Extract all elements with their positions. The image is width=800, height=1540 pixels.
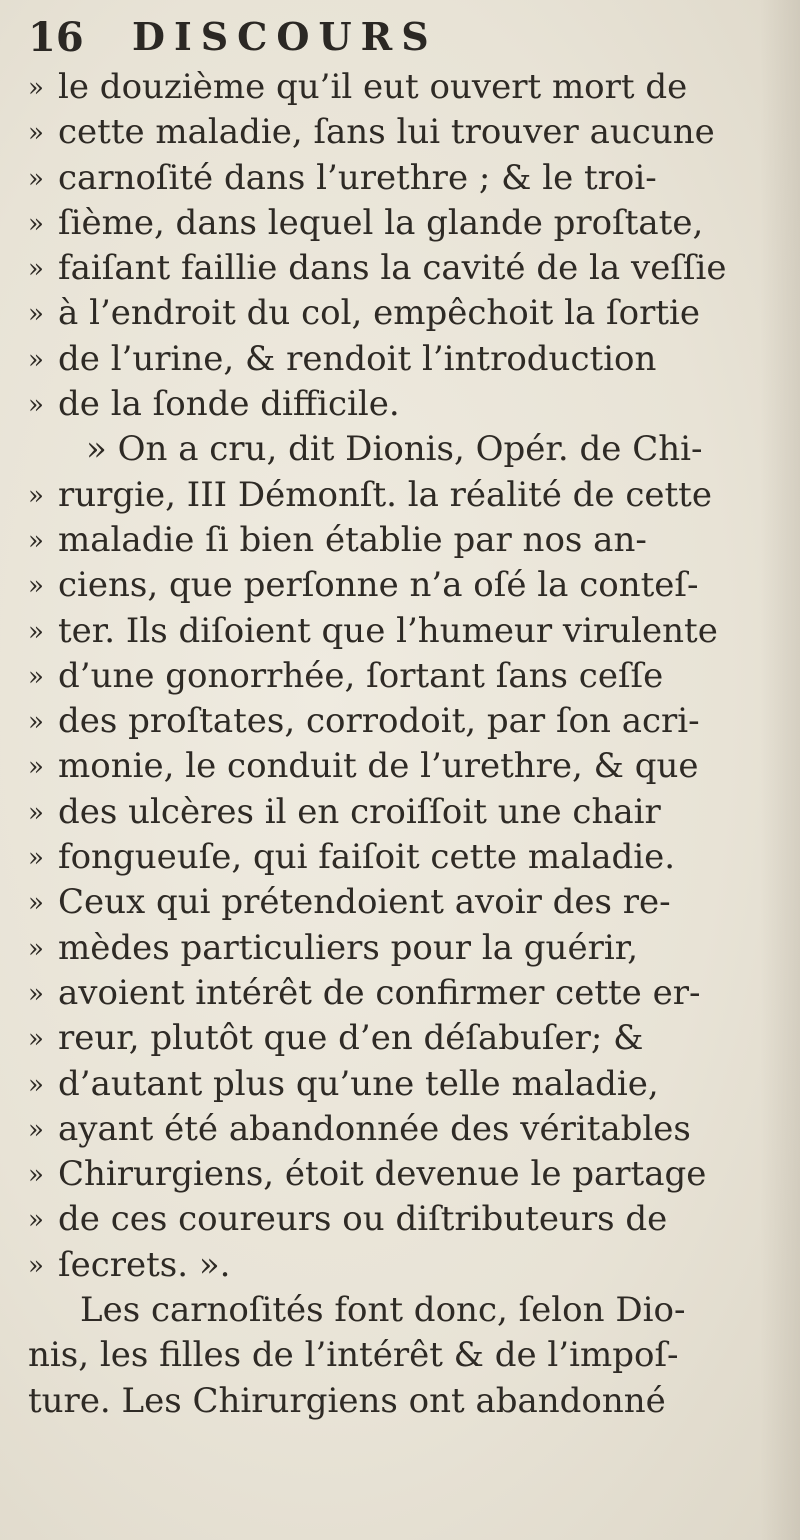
quote-mark: » [28,1114,44,1145]
line-text: ayant été abandonnée des véritables [58,1108,691,1149]
text-line [28,609,788,654]
text-line [28,201,788,246]
text-line [28,654,788,699]
text-line [28,835,788,880]
text-line [28,1016,788,1061]
text-line [28,110,788,155]
text-line [28,382,788,427]
text-line [28,156,788,201]
line-text: fongueuſe, qui faiſoit cette maladie. [58,837,676,878]
quote-mark: » [28,1024,44,1055]
quote-mark: » [28,163,44,194]
line-text: reur, plutôt que d’en déſabuſer; & [58,1018,644,1059]
line-text: de l’urine, & rendoit l’introduction [58,338,657,379]
text-line [28,1062,788,1107]
text-line [28,744,788,789]
line-text: mèdes particuliers pour la guérir, [58,927,639,968]
text-line [28,971,788,1016]
text-line [28,563,788,608]
quote-mark: » [28,1250,44,1281]
text-line [28,518,788,563]
line-text: Ceux qui prétendoient avoir des re- [58,882,671,923]
quote-mark: » [28,480,44,511]
text-line [28,1288,788,1333]
page-header [28,8,768,68]
quote-mark: » [28,1069,44,1100]
line-text: le douzième qu’il eut ouvert mort de [58,67,688,107]
line-text: » On a cru, dit Dionis, Opér. de Chi- [86,429,703,470]
quote-mark: » [28,1160,44,1191]
text-line [28,1333,788,1378]
line-text: rurgie, III Démonſt. la réalité de cette [58,474,712,515]
quote-mark: » [28,390,44,421]
line-text: des proſtates, corrodoit, par ſon acri- [58,701,700,742]
quote-mark: » [28,344,44,375]
text-line [28,926,788,971]
text-line [28,1379,788,1424]
quote-mark: » [28,797,44,828]
text-line [28,1107,788,1152]
text-line [28,427,788,472]
text-line [28,1243,788,1288]
text-line [28,1197,788,1242]
text-line [28,880,788,925]
quote-mark: » [28,299,44,330]
line-text: avoient intérêt de confirmer cette er- [58,972,701,1013]
page-number: 16 [28,14,84,61]
quote-mark: » [28,933,44,964]
line-text: Les carnoſités font donc, ſelon Dio- [80,1290,686,1331]
quote-mark: » [28,254,44,285]
text-line [28,246,788,291]
line-text: Chirurgiens, étoit devenue le partage [58,1154,707,1195]
line-text: ter. Ils diſoient que l’humeur virulente [58,610,718,651]
line-text: ture. Les Chirurgiens ont abandonné [28,1380,666,1421]
quote-mark: » [28,571,44,602]
line-text: monie, le conduit de l’urethre, & que [58,746,699,787]
text-line [28,337,788,382]
line-text: maladie ſi bien établie par nos an- [58,519,647,560]
line-text: ſième, dans lequel la glande proſtate, [58,202,704,243]
text-line [28,1152,788,1197]
line-text: à l’endroit du col, empêchoit la ſortie [58,293,700,334]
quote-mark: » [28,707,44,738]
line-text: de ces coureurs ou diſtributeurs de [58,1199,668,1240]
line-text: nis, les filles de l’intérêt & de l’impoſ- [28,1335,679,1376]
quote-mark: » [28,978,44,1009]
quote-mark: » [28,118,44,149]
quote-mark: » [28,525,44,556]
running-title: DISCOURS [132,14,438,59]
text-line [28,699,788,744]
quote-mark: » [28,888,44,919]
quote-mark: » [28,208,44,239]
text-line [28,473,788,518]
line-text: ciens, que perſonne n’a oſé la conteſ- [58,565,699,606]
line-text: cette maladie, ſans lui trouver aucune [58,112,715,153]
body-text [28,65,788,1424]
text-line [28,65,788,110]
quote-mark: » [28,616,44,647]
line-text: carnoſité dans l’urethre ; & le troi- [58,157,657,198]
line-text: d’autant plus qu’une telle maladie, [58,1063,659,1104]
quote-mark: » [28,1205,44,1236]
text-line [28,291,788,336]
line-text: des ulcères il en croiſſoit une chair [58,791,661,832]
quote-mark: » [28,661,44,692]
quote-mark: » [28,843,44,874]
text-line [28,790,788,835]
line-text: faiſant faillie dans la cavité de la veſſie [58,248,727,289]
line-text: ſecrets. ». [58,1244,231,1285]
quote-mark: » [28,752,44,783]
line-text: de la ſonde difficile. [58,384,400,425]
line-text: d’une gonorrhée, ſortant ſans ceſſe [58,655,664,696]
quote-mark: » [28,73,44,103]
